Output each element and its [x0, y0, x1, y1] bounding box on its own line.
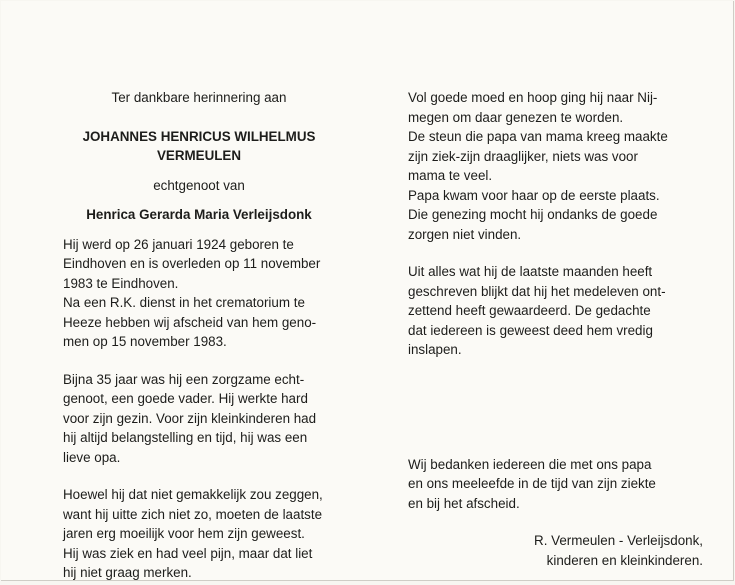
left-column — [63, 88, 335, 583]
text-line: Eindhoven en is overleden op 11 november — [63, 256, 321, 271]
paragraph-writings — [408, 262, 703, 360]
paragraph-family — [63, 370, 335, 468]
text-line: jaren erg moeilijk voor hem zijn geweest. — [63, 526, 305, 541]
right-column — [408, 88, 703, 570]
text-line: geschreven blijkt dat hij het medeleven ont- — [408, 283, 666, 299]
text-line: De steun die papa van mama kreeg maakte — [408, 129, 668, 144]
signature-line: kinderen en kleinkinderen. — [546, 552, 703, 568]
text-line: dat iedereen is geweest deed hem vredig — [408, 322, 653, 338]
signature — [408, 531, 703, 570]
text-line: en ons meeleefde in de tijd van zijn ziekte — [408, 476, 656, 491]
text-line: Heeze hebben wij afscheid van hem geno- — [63, 314, 317, 330]
text-line: Hoewel hij dat niet gemakkelijk zou zeggen, — [63, 487, 323, 502]
text-line: want hij uitte zich niet zo, moeten de laatste — [63, 506, 323, 522]
text-line: Hij was ziek en had veel pijn, maar dat liet — [63, 545, 313, 561]
paragraph-hope — [408, 88, 703, 244]
paragraph-illness — [63, 485, 335, 583]
text-line: voor zijn gezin. Voor zijn kleinkinderen had — [63, 410, 317, 426]
paragraph-thanks — [408, 455, 703, 514]
text-line: 1983 te Eindhoven. — [63, 275, 179, 291]
text-line: mama te veel. — [408, 168, 493, 183]
text-line: Hij werd op 26 januari 1924 geboren te — [63, 236, 294, 252]
text-line: zettend heeft gewaardeerd. De gedachte — [408, 303, 651, 318]
text-line: en bij het afscheid. — [408, 495, 520, 511]
text-line: hij niet graag merken. — [63, 565, 192, 580]
deceased-name-line1: JOHANNES HENRICUS WILHELMUS — [82, 128, 316, 144]
text-line: Wij bedanken iedereen die met ons papa — [408, 456, 652, 472]
text-line: megen om daar genezen te worden. — [408, 109, 624, 125]
text-line: hij altijd belangstelling en tijd, hij was een — [63, 430, 308, 445]
text-line: Die genezing mocht hij ondanks de goede — [408, 207, 658, 222]
deceased-name-line2: VERMEULEN — [156, 148, 242, 163]
text-line: zijn ziek-zijn draaglijker, niets was voor — [408, 148, 638, 164]
paragraph-birth-death — [63, 235, 335, 352]
text-line: Papa kwam voor haar op de eerste plaats. — [408, 187, 660, 203]
text-line: Uit alles wat hij de laatste maanden heeft — [408, 264, 653, 279]
text-line: Na een R.K. dienst in het crematorium te — [63, 295, 305, 310]
intro-text: Ter dankbare herinnering aan — [111, 90, 287, 105]
spouse-intro: echtgenoot van — [153, 177, 245, 193]
text-line: zorgen niet vinden. — [408, 226, 522, 242]
text-line: Vol goede moed en hoop ging hij naar Nij- — [408, 90, 658, 105]
text-line: men op 15 november 1983. — [63, 334, 227, 349]
text-line: inslapen. — [408, 342, 462, 357]
spouse-name: Henrica Gerarda Maria Verleijsdonk — [86, 207, 312, 222]
text-line: genoot, een goede vader. Hij werkte hard — [63, 391, 308, 406]
text-line: Bijna 35 jaar was hij een zorgzame echt- — [63, 371, 305, 387]
text-line: lieve opa. — [63, 449, 121, 465]
signature-line: R. Vermeulen - Verleijsdonk, — [534, 533, 703, 548]
memorial-card — [1, 1, 734, 581]
